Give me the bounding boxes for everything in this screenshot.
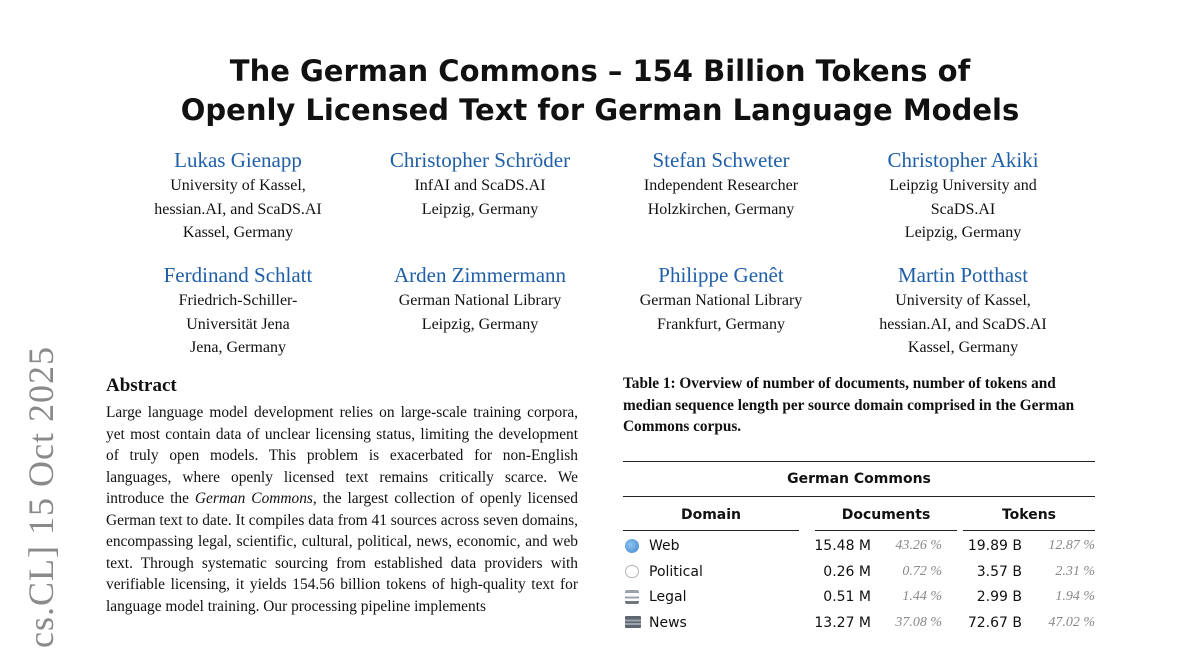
- author-block: [123, 262, 353, 360]
- author-location: Holzkirchen, Germany: [647, 200, 795, 218]
- author-affiliation: ScaDS.AI: [930, 200, 996, 218]
- author-name[interactable]: Lukas Gienapp: [174, 148, 302, 172]
- author-name[interactable]: Philippe Genêt: [658, 263, 784, 287]
- author-affiliation: Leipzig University and: [889, 177, 1037, 194]
- author-location: Leipzig, Germany: [421, 315, 539, 333]
- tokens-cell: 19.89 B: [967, 538, 1022, 554]
- table-row: [623, 559, 1095, 585]
- tokens-cell: 3.57 B: [976, 563, 1022, 580]
- author-block: [365, 262, 595, 336]
- paper-title: [100, 52, 1100, 130]
- documents-pct-cell: 0.72 %: [902, 563, 942, 579]
- tokens-cell: 2.99 B: [976, 589, 1022, 605]
- author-location: Kassel, Germany: [907, 339, 1019, 356]
- author-affiliation: Universität Jena: [186, 315, 290, 333]
- author-name[interactable]: Christopher Akiki: [887, 148, 1039, 172]
- author-block: [606, 262, 836, 336]
- author-affiliation: Friedrich-Schiller-: [178, 292, 298, 309]
- author-location: Leipzig, Germany: [904, 224, 1022, 241]
- author-name[interactable]: Martin Potthast: [897, 263, 1029, 287]
- table-title: German Commons: [787, 471, 931, 487]
- speech-bubble-icon: [625, 565, 639, 578]
- author-affiliation: hessian.AI, and ScaDS.AI: [879, 315, 1047, 333]
- abstract-text-part: Large language model development relies on large-scale training corpora, yet most contain data of unclear licensing status, limiting the development of truly open models. This problem is exacerbated for non-English languages, where openly licensed text remains critically scarce. We introduce the: [106, 404, 578, 507]
- author-block: [123, 147, 353, 245]
- documents-cell: 0.26 M: [823, 563, 871, 580]
- documents-cell: 0.51 M: [823, 589, 871, 605]
- abstract-emphasis: German Commons: [194, 490, 313, 507]
- table-header-row: [623, 497, 1095, 533]
- documents-pct-cell: 43.26 %: [895, 538, 942, 553]
- arxiv-stamp: cs.CL] 15 Oct 2025: [21, 346, 61, 648]
- author-affiliation: German National Library: [639, 292, 803, 309]
- table-caption: Table 1: Overview of number of documents, number of tokens and median sequence length per source domain comprised in the German Commons corpus.: [623, 375, 1075, 435]
- newspaper-icon: [625, 616, 641, 628]
- tokens-pct-cell: 2.31 %: [1055, 563, 1095, 579]
- author-name[interactable]: Arden Zimmermann: [393, 263, 567, 287]
- tokens-pct-cell: 47.02 %: [1048, 614, 1095, 630]
- title-line-2: Openly Licensed Text for German Language Models: [180, 93, 1020, 127]
- author-location: Kassel, Germany: [182, 224, 294, 241]
- author-affiliation: Independent Researcher: [643, 177, 799, 194]
- documents-cell: 15.48 M: [814, 538, 871, 554]
- author-affiliation: hessian.AI, and ScaDS.AI: [154, 200, 322, 218]
- globe-icon: [625, 539, 639, 553]
- title-line-1: The German Commons – 154 Billion Tokens of: [229, 54, 971, 88]
- table-row: [623, 533, 1095, 559]
- header-underline: [815, 530, 957, 531]
- header-domain: Domain: [680, 507, 742, 523]
- domain-cell: Political: [649, 563, 703, 580]
- author-affiliation: InfAI and ScaDS.AI: [414, 177, 546, 194]
- author-affiliation: University of Kassel,: [170, 177, 306, 194]
- domain-cell: News: [649, 614, 687, 631]
- author-affiliation: German National Library: [398, 292, 562, 309]
- tokens-cell: 72.67 B: [967, 614, 1022, 631]
- abstract-text-part: , the largest collection of openly licensed German text to date. It compiles data from 41 sources across seven domains, encompassing legal, scientific, cultural, political, news, economic, and web text. Through systematic sourcing from established data providers with verifiable licensing, it yields 154.56 billion tokens of high-quality text for language model training. Our processing pipeline implements: [106, 490, 578, 615]
- domain-cell: Legal: [649, 589, 687, 605]
- table-row: [623, 584, 1095, 610]
- author-location: Leipzig, Germany: [421, 200, 539, 218]
- author-location: Jena, Germany: [190, 339, 286, 356]
- abstract-text: [106, 402, 578, 617]
- header-documents: Documents: [841, 507, 931, 523]
- header-underline: [623, 530, 799, 531]
- documents-pct-cell: 1.44 %: [902, 589, 942, 604]
- author-block: [848, 262, 1078, 360]
- author-name[interactable]: Christopher Schröder: [389, 148, 571, 172]
- tokens-pct-cell: 1.94 %: [1055, 589, 1095, 604]
- overview-table: [623, 461, 1095, 635]
- author-block: [606, 147, 836, 221]
- author-name[interactable]: Ferdinand Schlatt: [163, 263, 313, 287]
- author-location: Frankfurt, Germany: [657, 315, 785, 333]
- tokens-pct-cell: 12.87 %: [1048, 538, 1095, 553]
- abstract-section: [106, 374, 578, 617]
- documents-pct-cell: 37.08 %: [895, 614, 942, 630]
- documents-cell: 13.27 M: [814, 614, 871, 631]
- author-block: [365, 147, 595, 221]
- author-name[interactable]: Stefan Schweter: [652, 148, 790, 172]
- header-underline: [963, 530, 1095, 531]
- scales-icon: [625, 590, 639, 604]
- header-tokens: Tokens: [1001, 507, 1057, 523]
- author-affiliation: University of Kassel,: [895, 292, 1031, 309]
- table-row: [623, 610, 1095, 636]
- domain-cell: Web: [649, 538, 680, 554]
- abstract-heading: Abstract: [106, 375, 177, 396]
- author-block: [848, 147, 1078, 245]
